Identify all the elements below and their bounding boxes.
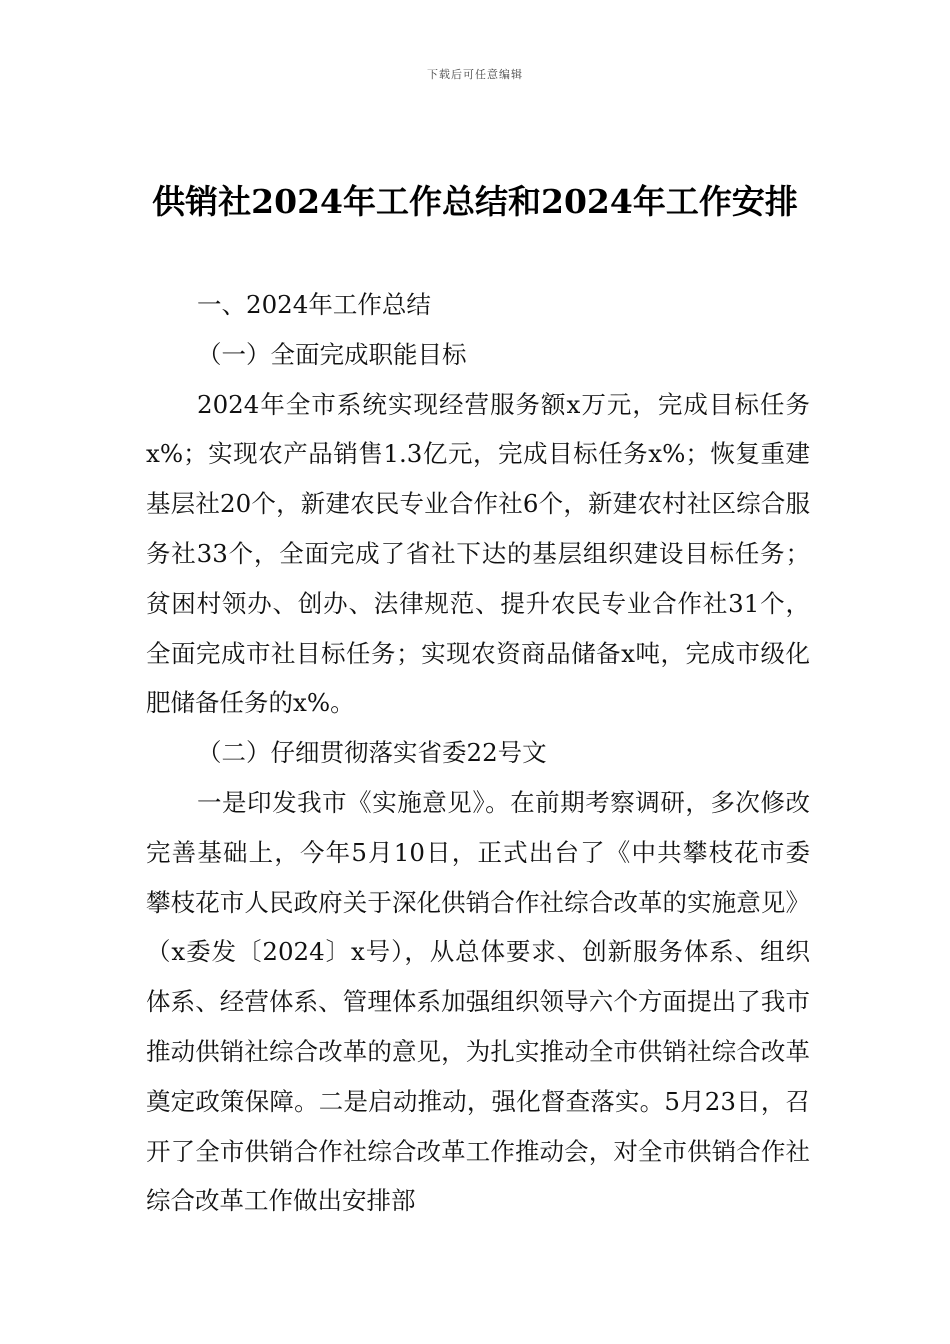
document-title: 供销社2024年工作总结和2024年工作安排 [152,182,798,221]
section-heading: 一、2024年工作总结 [197,290,431,319]
document-body [146,280,810,1226]
subsection-heading: （一）全面完成职能目标 [197,339,467,369]
subsection-heading: （二）仔细贯彻落实省委22号文 [197,738,547,768]
body-paragraph: 2024年全市系统实现经营服务额x万元，完成目标任务x%；实现农产品销售1.3亿元，完成目标任务x%；恢复重建基层社20个，新建农民专业合作社6个，新建农村社区综合服务社33个，全面完成了省社下达的基层组织建设目标任务；贫困村领办、创办、法律规范、提升农民专业合作社31个，全面完成市社目标任务；实现农资商品储备x吨，完成市级化肥储备任务的x%。 [146,389,810,718]
header-note: 下载后可任意编辑 [427,68,523,81]
body-paragraph: 一是印发我市《实施意见》。在前期考察调研，多次修改完善基础上，今年5月10日，正式出台了《中共攀枝花市委 攀枝花市人民政府关于深化供销合作社综合改革的实施意见》（x委发〔2024〕x号），从总体要求、创新服务体系、组织体系、经营体系、管理体系加强组织领导六个方面提出了我市推动供销社综合改革的意见，为扎实推动全市供销社综合改革奠定政策保障。二是启动推动，强化督查落实。5月23日，召开了全市供销合作社综合改革工作推动会，对全市供销合作社综合改革工作做出安排部 [146,787,810,1216]
